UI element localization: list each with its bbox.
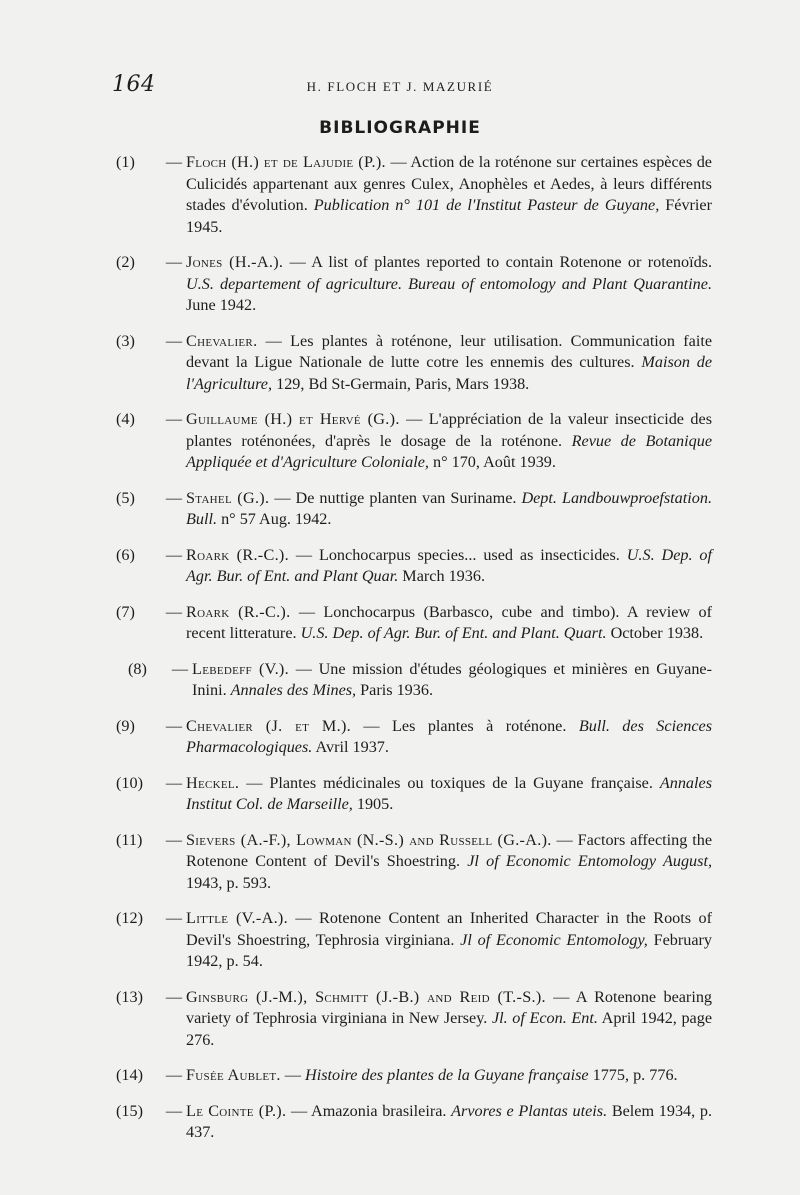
entry-source: U.S. Dep. of Agr. Bur. of Ent. and Plant. Quart. — [300, 624, 607, 642]
entry-details: Paris 1936. — [360, 681, 433, 699]
bibliography-entry — [0, 716, 800, 759]
entry-details: Belem 1934, p. 437. — [186, 1101, 713, 1141]
entry-dash: — — [165, 545, 183, 564]
entry-text — [186, 716, 712, 759]
bibliography-entry — [0, 659, 800, 702]
entry-title: L'appréciation de la valeur insecticide des plantes roténonées, d'après le dosage de la roténone. — [186, 410, 713, 450]
entry-details: October 1938. — [610, 624, 704, 642]
bibliography-entry — [0, 773, 800, 816]
entry-separator: — — [290, 602, 324, 621]
entry-source: Annales des Mines, — [230, 681, 357, 699]
entry-dash: — — [165, 153, 183, 171]
bibliography-entry — [0, 987, 800, 1052]
entry-number: (3) — [116, 331, 135, 350]
bibliography-entry — [0, 1065, 800, 1087]
entry-authors: Ginsburg (J.-M.), Schmitt (J.-B.) and Reid (T.-S.). — [186, 987, 546, 1006]
entry-number: (11) — [116, 830, 143, 849]
entry-text — [186, 409, 712, 474]
bibliography-entry — [0, 830, 800, 895]
entry-number: (2) — [116, 253, 135, 271]
entry-separator: — — [385, 153, 411, 171]
entry-details: February 1942, p. 54. — [186, 930, 712, 970]
entry-text — [186, 830, 712, 895]
entry-details: March 1936. — [402, 567, 486, 585]
entry-separator: — — [239, 773, 270, 792]
entry-separator: — — [551, 830, 578, 849]
entry-title: Factors affecting the Rotenone Content of Devil's Shoestring. — [186, 830, 713, 870]
entry-title: A list of plantes reported to contain Rotenone or rotenoïds. — [311, 253, 713, 271]
entry-separator: — — [545, 987, 576, 1006]
entry-title: Lonchocarpus (Barbasco, cube and timbo). A review of recent litterature. — [186, 602, 712, 642]
bibliography-entry — [0, 252, 800, 317]
entry-authors: Stahel (G.). — [186, 488, 270, 507]
entry-authors: Heckel. — [186, 773, 240, 792]
bibliography-entry — [0, 409, 800, 474]
entry-source: Maison de l'Agriculture, — [186, 353, 713, 393]
entry-dash: — — [165, 830, 183, 849]
entry-separator: — — [288, 659, 319, 678]
entry-separator: — — [280, 1066, 306, 1084]
entry-number: (6) — [116, 545, 135, 564]
entry-source: Bull. des Sciences Pharmacologiques. — [186, 716, 713, 756]
entry-authors: Le Cointe (P.). — [186, 1101, 287, 1120]
running-head: H. FLOCH ET J. MAZURIÉ — [306, 79, 494, 94]
entry-authors: Floch (H.) et de Lajudie (P.). — [186, 153, 386, 171]
entry-dash: — — [165, 331, 183, 350]
entry-text — [186, 602, 712, 645]
bibliography-entry — [0, 1101, 800, 1144]
entry-authors: Roark (R.-C.). — [186, 602, 291, 621]
entry-source: Annales Institut Col. de Marseille, — [186, 773, 713, 813]
entry-separator: — — [257, 331, 291, 350]
entry-number: (8) — [128, 659, 147, 678]
entry-authors: Lebedeff (V.). — [192, 659, 289, 678]
entry-number: (1) — [116, 153, 135, 171]
entry-dash: — — [165, 716, 183, 735]
entry-authors: Chevalier. — [186, 331, 258, 350]
entry-source: Publication n° 101 de l'Institut Pasteur de Guyane, — [313, 196, 660, 214]
bibliography-entry — [0, 331, 800, 396]
entry-dash: — — [165, 253, 183, 271]
bibliography-entry — [0, 602, 800, 645]
entry-source: Jl. of Econ. Ent. — [491, 1009, 598, 1027]
page-number: 164 — [112, 72, 156, 97]
entry-title: Lonchocarpus species... used as insecticides. — [318, 545, 620, 564]
entry-details: n° 170, Août 1939. — [432, 453, 556, 471]
entry-authors: Jones (H.-A.). — [186, 253, 284, 271]
entry-number: (12) — [116, 909, 143, 927]
entry-separator: — — [286, 1101, 311, 1120]
entry-authors: Roark (R.-C.). — [186, 545, 289, 564]
entry-details: April 1942, page 276. — [186, 1009, 713, 1049]
entry-text — [186, 488, 712, 531]
entry-source: Jl of Economic Entomology, — [460, 930, 648, 949]
entry-dash: — — [165, 773, 183, 792]
entry-dash: — — [165, 1101, 183, 1120]
entry-dash: — — [171, 659, 189, 678]
entry-dash: — — [165, 488, 183, 507]
entry-title: De nuttige planten van Suriname. — [295, 488, 517, 507]
entry-text — [186, 1101, 712, 1144]
entry-number: (13) — [116, 987, 143, 1006]
section-title: BIBLIOGRAPHIE — [319, 118, 481, 138]
entry-text — [186, 987, 712, 1052]
entry-number: (14) — [116, 1066, 143, 1084]
entry-number: (5) — [116, 488, 135, 507]
entry-dash: — — [165, 410, 183, 428]
entry-title: Les plantes à roténone. — [392, 716, 567, 735]
entry-text — [186, 545, 712, 588]
entry-dash: — — [165, 602, 183, 621]
entry-title: A Rotenone bearing variety of Tephrosia virginiana in New Jersey. — [186, 987, 713, 1027]
entry-title: Les plantes à roténone, leur utilisation. Communication faite devant la Ligue Nationale de lutte cotre les ennemis des cultures. — [186, 331, 713, 371]
entry-source: Revue de Botanique Appliquée et d'Agriculture Coloniale, — [186, 431, 713, 471]
entry-text — [186, 908, 712, 973]
entry-number: (15) — [116, 1101, 143, 1120]
entry-title: Amazonia brasileira. — [311, 1101, 447, 1120]
entry-details: Avril 1937. — [315, 738, 389, 756]
entry-details: 129, Bd St-Germain, Paris, Mars 1938. — [276, 374, 530, 393]
entry-separator: — — [351, 716, 393, 735]
entry-text — [186, 1065, 712, 1087]
entry-separator: — — [283, 253, 312, 271]
entry-dash: — — [165, 987, 183, 1006]
entry-text — [186, 252, 712, 317]
entry-source: Arvores e Plantas uteis. — [451, 1101, 608, 1120]
entry-source: U.S. departement of agriculture. Bureau of entomology and Plant Quarantine. — [186, 274, 712, 293]
entry-authors: Fusée Aublet. — [186, 1066, 281, 1084]
entry-text — [186, 331, 712, 396]
entry-authors: Guillaume (H.) et Hervé (G.). — [186, 410, 400, 428]
entry-authors: Little (V.-A.). — [186, 909, 288, 927]
entry-number: (10) — [116, 773, 143, 792]
entry-dash: — — [165, 1066, 183, 1084]
bibliography-entry — [0, 545, 800, 588]
entry-details: 1905. — [356, 795, 394, 813]
entry-number: (9) — [116, 716, 135, 735]
entry-source: Dept. Landbouwproefstation. Bull. — [186, 488, 712, 528]
entry-separator: — — [288, 545, 319, 564]
entry-separator: — — [399, 410, 429, 428]
entry-details: 1943, p. 593. — [186, 873, 271, 892]
bibliography-entry — [0, 152, 800, 238]
entry-text — [192, 659, 712, 702]
entry-title: Action de la roténone sur certaines espèces de Culicidés appartenant aux genres Culex, Anophèles et Aedes, à leurs différents stades d'évolution. — [186, 153, 712, 214]
entry-title: Rotenone Content an Inherited Character in the Roots of Devil's Shoestring, Tephrosia virginiana. — [186, 909, 712, 949]
entry-source: Jl of Economic Entomology August, — [467, 852, 712, 870]
entry-details: June 1942. — [186, 296, 257, 314]
bibliography-entry — [0, 908, 800, 973]
entry-authors: Sievers (A.-F.), Lowman (N.-S.) and Russell (G.-A.). — [186, 830, 552, 849]
entry-separator: — — [287, 909, 320, 927]
bibliography-list — [0, 152, 800, 1158]
entry-title: Plantes médicinales ou toxiques de la Guyane française. — [269, 773, 653, 792]
entry-separator: — — [269, 488, 296, 507]
entry-authors: Chevalier (J. et M.). — [186, 716, 351, 735]
entry-number: (7) — [116, 602, 135, 621]
entry-details: Février 1945. — [186, 196, 713, 236]
entry-title: Une mission d'études géologiques et minières en Guyane-Inini. — [192, 659, 712, 699]
entry-source: U.S. Dep. of Agr. Bur. of Ent. and Plant Quar. — [186, 545, 713, 585]
entry-number: (4) — [116, 410, 135, 428]
entry-source: Histoire des plantes de la Guyane française — [305, 1066, 589, 1084]
entry-text — [186, 152, 712, 238]
entry-details: n° 57 Aug. 1942. — [221, 510, 332, 528]
bibliography-entry — [0, 488, 800, 531]
entry-dash: — — [165, 909, 183, 927]
entry-details: 1775, p. 776. — [592, 1066, 678, 1084]
entry-text — [186, 773, 712, 816]
